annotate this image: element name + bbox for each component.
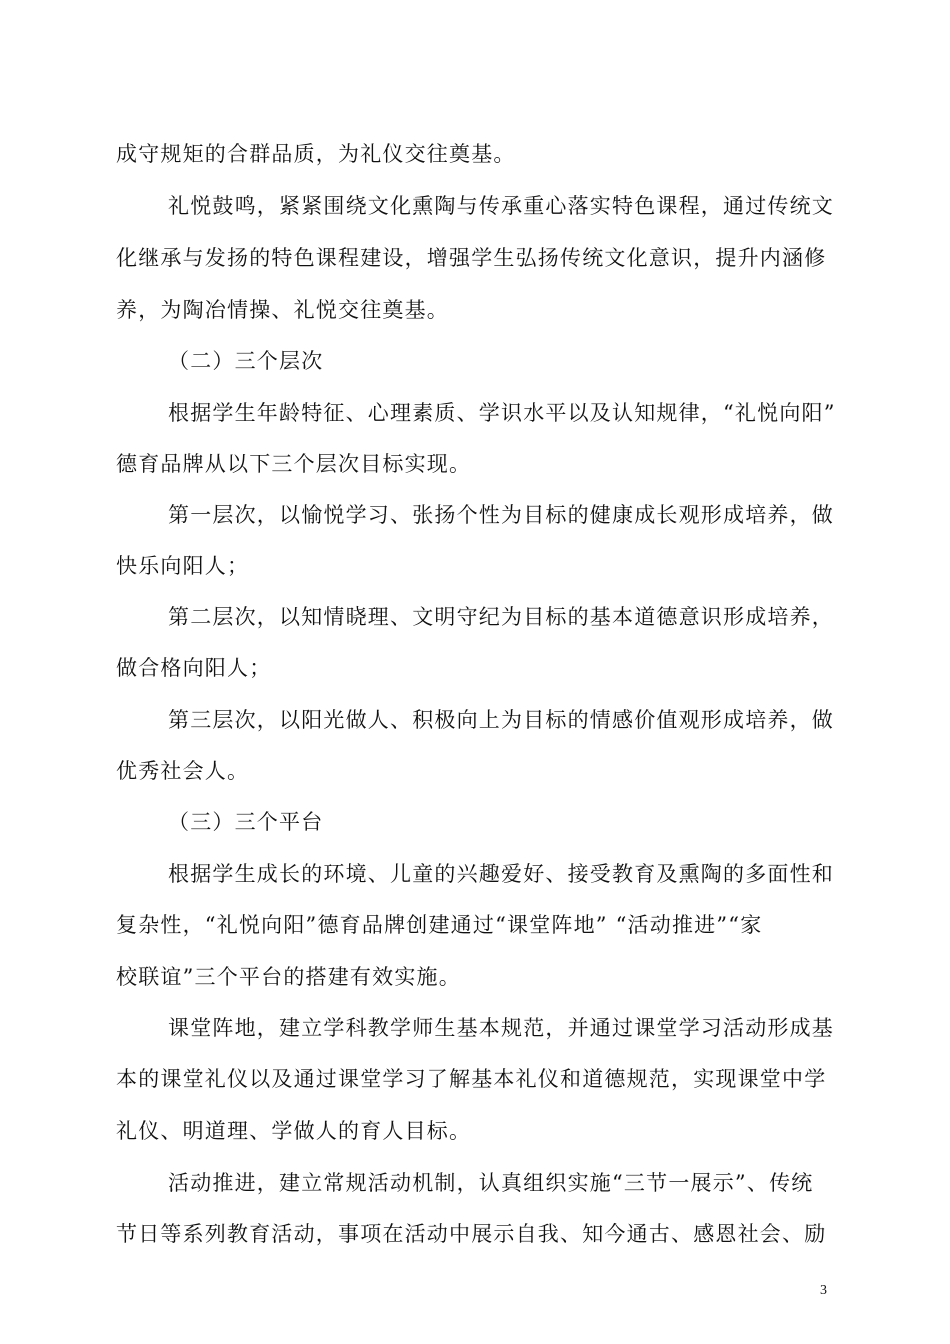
paragraph-line: 快乐向阳人； xyxy=(116,554,250,578)
paragraph-line: 养，为陶冶情操、礼悦交往奠基。 xyxy=(116,298,449,322)
section-heading: （三）三个平台 xyxy=(168,810,324,834)
paragraph-line: 做合格向阳人； xyxy=(116,656,272,680)
paragraph-line: 节日等系列教育活动，事项在活动中展示自我、知今通古、感恩社会、励 xyxy=(116,1222,827,1246)
paragraph-line: 复杂性，“礼悦向阳”德育品牌创建通过“课堂阵地” “活动推进”“家 xyxy=(116,913,763,937)
paragraph-line: 校联谊”三个平台的搭建有效实施。 xyxy=(116,965,461,989)
paragraph-line: 成守规矩的合群品质，为礼仪交往奠基。 xyxy=(116,142,516,166)
section-heading: （二）三个层次 xyxy=(168,349,324,373)
paragraph-line: 优秀社会人。 xyxy=(116,759,250,783)
paragraph-line: 本的课堂礼仪以及通过课堂学习了解基本礼仪和道德规范，实现课堂中学 xyxy=(116,1067,827,1091)
page-number: 3 xyxy=(820,1283,827,1298)
paragraph-line: 根据学生年龄特征、心理素质、学识水平以及认知规律，“礼悦向阳” xyxy=(168,401,836,425)
paragraph-line: 德育品牌从以下三个层次目标实现。 xyxy=(116,452,472,476)
paragraph-line: 礼悦鼓鸣，紧紧围绕文化熏陶与传承重心落实特色课程，通过传统文 xyxy=(168,194,834,218)
paragraph-line: 活动推进，建立常规活动机制，认真组织实施“三节一展示”、传统 xyxy=(168,1171,814,1195)
paragraph-line: 第二层次，以知情晓理、文明守纪为目标的基本道德意识形成培养， xyxy=(168,605,834,629)
paragraph-line: 第一层次，以愉悦学习、张扬个性为目标的健康成长观形成培养，做 xyxy=(168,503,834,527)
paragraph-line: 根据学生成长的环境、儿童的兴趣爱好、接受教育及熏陶的多面性和 xyxy=(168,862,834,886)
paragraph-line: 礼仪、明道理、学做人的育人目标。 xyxy=(116,1119,472,1143)
paragraph-line: 第三层次，以阳光做人、积极向上为目标的情感价值观形成培养，做 xyxy=(168,708,834,732)
paragraph-line: 课堂阵地，建立学科教学师生基本规范，并通过课堂学习活动形成基 xyxy=(168,1016,834,1040)
paragraph-line: 化继承与发扬的特色课程建设，增强学生弘扬传统文化意识，提升内涵修 xyxy=(116,246,827,270)
